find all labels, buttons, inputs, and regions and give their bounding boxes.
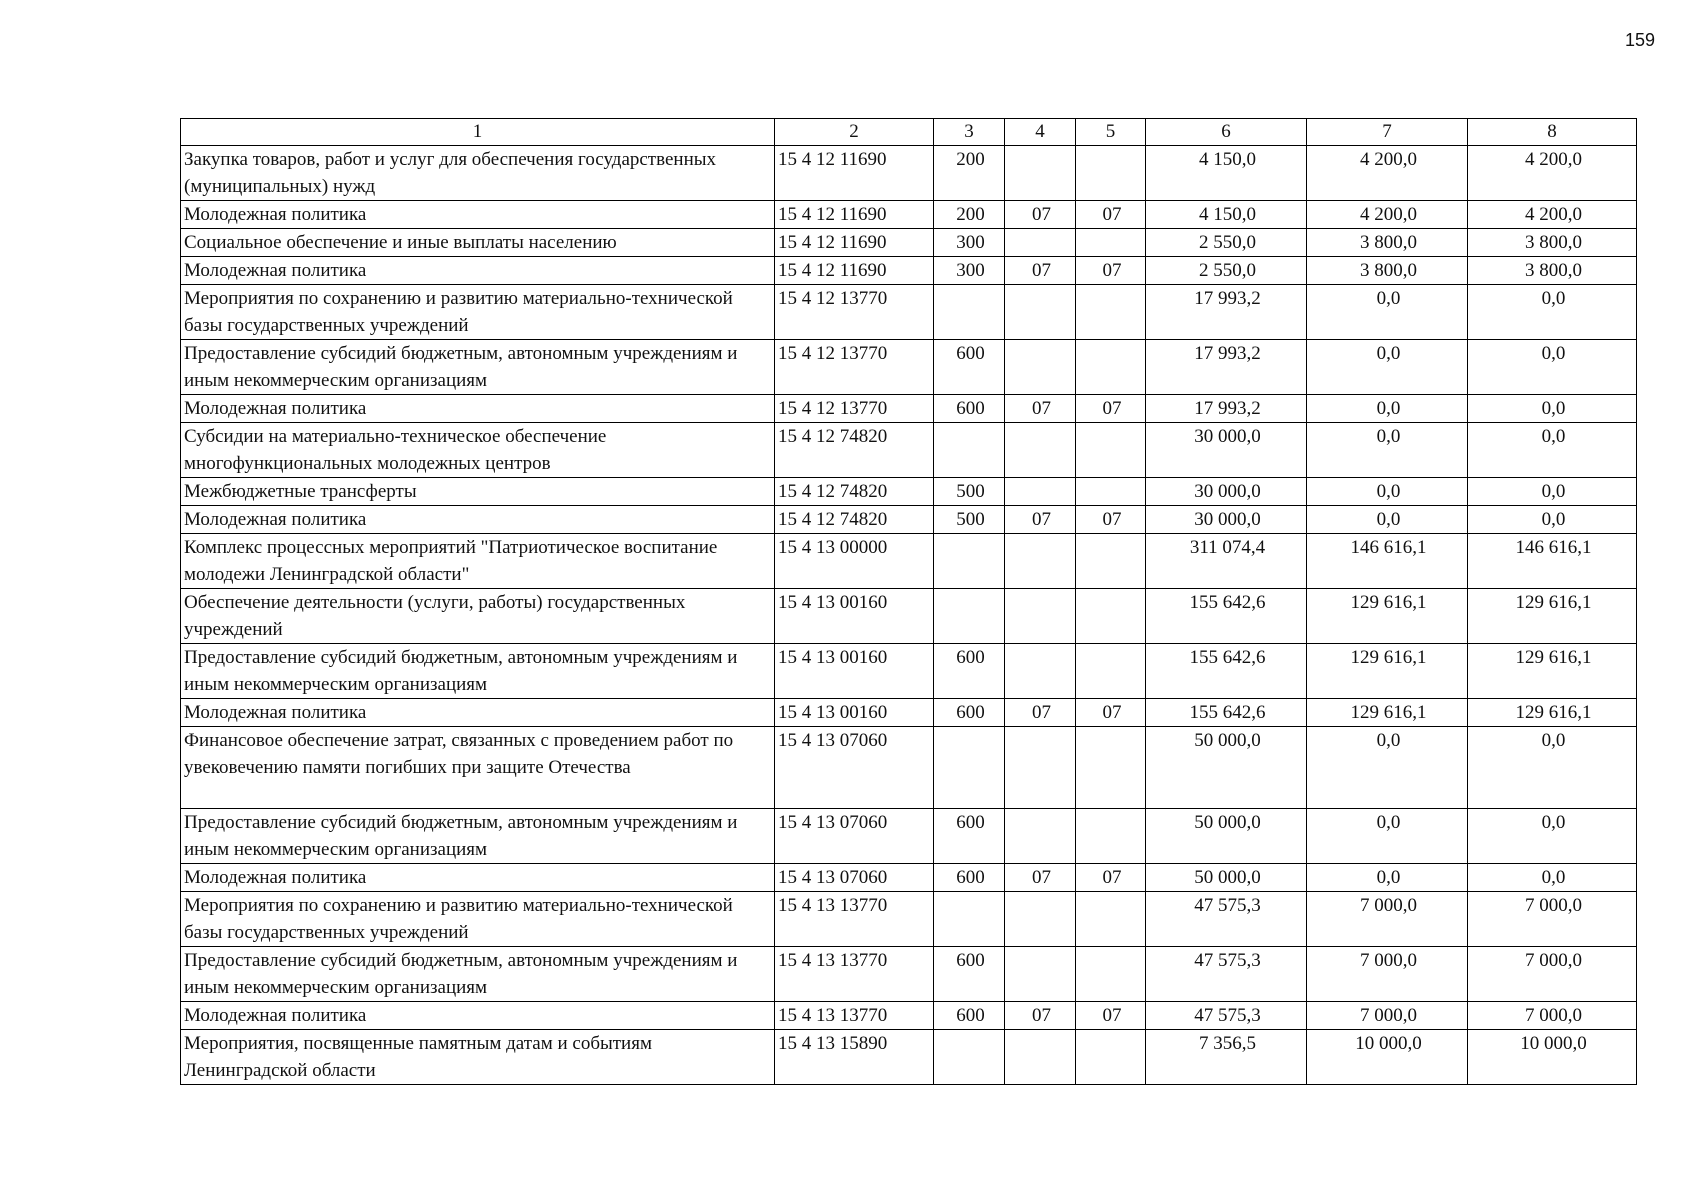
cell-col6: 2 550,0 [1146,257,1307,285]
header-cell: 3 [934,119,1005,146]
cell-col6: 17 993,2 [1146,285,1307,340]
cell-code: 15 4 12 13770 [775,395,934,423]
cell-col5: 07 [1076,395,1146,423]
cell-col8: 0,0 [1468,423,1637,478]
cell-col4: 07 [1005,699,1076,727]
cell-col5 [1076,340,1146,395]
cell-col7: 3 800,0 [1307,257,1468,285]
table-row [181,478,1637,506]
header-cell: 7 [1307,119,1468,146]
cell-name: Субсидии на материально-техническое обеспечение многофункциональных молодежных центров [181,423,775,478]
cell-name: Мероприятия по сохранению и развитию материально-технической базы государственных учреждений [181,892,775,947]
cell-code: 15 4 12 13770 [775,340,934,395]
header-row [181,119,1637,146]
cell-col5 [1076,423,1146,478]
table-row [181,809,1637,864]
cell-col6: 4 150,0 [1146,146,1307,201]
cell-col6: 50 000,0 [1146,864,1307,892]
cell-col7: 3 800,0 [1307,229,1468,257]
cell-code: 15 4 13 07060 [775,809,934,864]
cell-col6: 311 074,4 [1146,534,1307,589]
table-body [181,146,1637,1085]
table-row [181,534,1637,589]
cell-col8: 0,0 [1468,506,1637,534]
cell-code: 15 4 12 11690 [775,229,934,257]
header-cell: 6 [1146,119,1307,146]
cell-col4 [1005,534,1076,589]
header-cell: 5 [1076,119,1146,146]
cell-col5: 07 [1076,257,1146,285]
cell-name: Предоставление субсидий бюджетным, автономным учреждениям и иным некоммерческим организациям [181,644,775,699]
cell-col7: 0,0 [1307,395,1468,423]
cell-col5 [1076,644,1146,699]
cell-col6: 155 642,6 [1146,644,1307,699]
cell-col3 [934,727,1005,809]
cell-col5: 07 [1076,864,1146,892]
cell-col4 [1005,285,1076,340]
cell-name: Комплекс процессных мероприятий "Патриотическое воспитание молодежи Ленинградской области" [181,534,775,589]
cell-name: Предоставление субсидий бюджетным, автономным учреждениям и иным некоммерческим организациям [181,947,775,1002]
cell-col3: 600 [934,644,1005,699]
cell-col4 [1005,947,1076,1002]
cell-col6: 155 642,6 [1146,699,1307,727]
table-row [181,1030,1637,1085]
cell-col5: 07 [1076,201,1146,229]
cell-col4: 07 [1005,864,1076,892]
cell-col6: 47 575,3 [1146,1002,1307,1030]
table-row [181,864,1637,892]
cell-col6: 30 000,0 [1146,423,1307,478]
cell-col8: 129 616,1 [1468,699,1637,727]
cell-name: Молодежная политика [181,395,775,423]
cell-name: Предоставление субсидий бюджетным, автономным учреждениям и иным некоммерческим организациям [181,809,775,864]
cell-col7: 129 616,1 [1307,589,1468,644]
cell-col4: 07 [1005,257,1076,285]
header-cell: 1 [181,119,775,146]
cell-col8: 129 616,1 [1468,644,1637,699]
cell-col5: 07 [1076,506,1146,534]
cell-col5: 07 [1076,1002,1146,1030]
table-row [181,201,1637,229]
cell-col3: 600 [934,809,1005,864]
cell-col4 [1005,478,1076,506]
cell-code: 15 4 13 07060 [775,727,934,809]
cell-col8: 4 200,0 [1468,201,1637,229]
cell-col4 [1005,727,1076,809]
cell-col3: 500 [934,478,1005,506]
cell-code: 15 4 13 00160 [775,589,934,644]
cell-col5 [1076,1030,1146,1085]
cell-col8: 7 000,0 [1468,892,1637,947]
cell-col8: 7 000,0 [1468,1002,1637,1030]
cell-col4 [1005,146,1076,201]
cell-col7: 7 000,0 [1307,1002,1468,1030]
cell-name: Финансовое обеспечение затрат, связанных с проведением работ по увековечению памяти погибших при защите Отечества [181,727,775,809]
header-cell: 2 [775,119,934,146]
page-number: 159 [1624,30,1655,50]
cell-col5 [1076,947,1146,1002]
cell-col8: 3 800,0 [1468,257,1637,285]
cell-code: 15 4 13 13770 [775,892,934,947]
cell-col6: 155 642,6 [1146,589,1307,644]
cell-col7: 7 000,0 [1307,892,1468,947]
table-row [181,340,1637,395]
cell-name: Предоставление субсидий бюджетным, автономным учреждениям и иным некоммерческим организациям [181,340,775,395]
cell-col5 [1076,534,1146,589]
cell-col3: 600 [934,947,1005,1002]
cell-col3: 300 [934,257,1005,285]
cell-col8: 3 800,0 [1468,229,1637,257]
cell-col4 [1005,809,1076,864]
cell-code: 15 4 12 74820 [775,506,934,534]
cell-col4: 07 [1005,506,1076,534]
cell-col5: 07 [1076,699,1146,727]
cell-col7: 0,0 [1307,423,1468,478]
cell-col5 [1076,478,1146,506]
cell-col5 [1076,146,1146,201]
table-row [181,257,1637,285]
cell-name: Молодежная политика [181,699,775,727]
cell-name: Молодежная политика [181,1002,775,1030]
table-row [181,423,1637,478]
cell-col8: 0,0 [1468,395,1637,423]
table-row [181,892,1637,947]
cell-col3: 600 [934,864,1005,892]
cell-col8: 4 200,0 [1468,146,1637,201]
cell-col6: 50 000,0 [1146,809,1307,864]
cell-col6: 47 575,3 [1146,892,1307,947]
cell-col6: 17 993,2 [1146,395,1307,423]
table-row [181,395,1637,423]
cell-col3 [934,892,1005,947]
cell-code: 15 4 13 00160 [775,644,934,699]
cell-code: 15 4 12 74820 [775,478,934,506]
cell-col6: 7 356,5 [1146,1030,1307,1085]
cell-code: 15 4 13 07060 [775,864,934,892]
cell-col3 [934,285,1005,340]
cell-code: 15 4 12 11690 [775,146,934,201]
cell-col8: 0,0 [1468,809,1637,864]
table-row [181,699,1637,727]
cell-col8: 0,0 [1468,478,1637,506]
cell-col5 [1076,589,1146,644]
cell-col7: 7 000,0 [1307,947,1468,1002]
cell-col8: 0,0 [1468,285,1637,340]
cell-col3: 600 [934,340,1005,395]
cell-name: Молодежная политика [181,506,775,534]
cell-col8: 0,0 [1468,727,1637,809]
cell-col5 [1076,229,1146,257]
cell-name: Молодежная политика [181,257,775,285]
cell-col6: 2 550,0 [1146,229,1307,257]
cell-col7: 146 616,1 [1307,534,1468,589]
cell-col4 [1005,423,1076,478]
table-row [181,1002,1637,1030]
cell-name: Межбюджетные трансферты [181,478,775,506]
cell-code: 15 4 12 74820 [775,423,934,478]
cell-col5 [1076,809,1146,864]
cell-code: 15 4 13 13770 [775,1002,934,1030]
cell-col4 [1005,1030,1076,1085]
table-row [181,506,1637,534]
cell-col3: 500 [934,506,1005,534]
cell-col4 [1005,340,1076,395]
header-cell: 8 [1468,119,1637,146]
table-row [181,229,1637,257]
cell-col4: 07 [1005,395,1076,423]
cell-col7: 4 200,0 [1307,146,1468,201]
table-row [181,146,1637,201]
cell-col7: 4 200,0 [1307,201,1468,229]
cell-code: 15 4 13 13770 [775,947,934,1002]
cell-col3: 200 [934,201,1005,229]
cell-col6: 30 000,0 [1146,506,1307,534]
cell-col4 [1005,644,1076,699]
cell-col5 [1076,727,1146,809]
cell-col7: 0,0 [1307,727,1468,809]
table-row [181,947,1637,1002]
cell-col3: 600 [934,395,1005,423]
budget-table [180,118,1637,1085]
cell-name: Закупка товаров, работ и услуг для обеспечения государственных (муниципальных) нужд [181,146,775,201]
cell-col6: 47 575,3 [1146,947,1307,1002]
table-row [181,285,1637,340]
cell-col3: 600 [934,699,1005,727]
cell-col7: 0,0 [1307,506,1468,534]
cell-name: Молодежная политика [181,864,775,892]
cell-name: Мероприятия, посвященные памятным датам и событиям Ленинградской области [181,1030,775,1085]
cell-col8: 10 000,0 [1468,1030,1637,1085]
cell-col3: 300 [934,229,1005,257]
cell-col7: 0,0 [1307,864,1468,892]
cell-col8: 146 616,1 [1468,534,1637,589]
cell-col7: 0,0 [1307,478,1468,506]
cell-name: Обеспечение деятельности (услуги, работы) государственных учреждений [181,589,775,644]
header-cell: 4 [1005,119,1076,146]
cell-col8: 129 616,1 [1468,589,1637,644]
table-row [181,644,1637,699]
cell-col6: 30 000,0 [1146,478,1307,506]
cell-col4 [1005,589,1076,644]
cell-col4: 07 [1005,1002,1076,1030]
cell-col7: 0,0 [1307,809,1468,864]
cell-col8: 0,0 [1468,340,1637,395]
cell-col8: 7 000,0 [1468,947,1637,1002]
cell-col4 [1005,892,1076,947]
cell-code: 15 4 13 00000 [775,534,934,589]
cell-col3 [934,589,1005,644]
cell-col4: 07 [1005,201,1076,229]
cell-name: Социальное обеспечение и иные выплаты населению [181,229,775,257]
cell-code: 15 4 12 13770 [775,285,934,340]
table-row [181,589,1637,644]
cell-col3: 200 [934,146,1005,201]
cell-col6: 50 000,0 [1146,727,1307,809]
cell-col7: 10 000,0 [1307,1030,1468,1085]
cell-col5 [1076,892,1146,947]
cell-col7: 129 616,1 [1307,644,1468,699]
cell-col4 [1005,229,1076,257]
cell-col3: 600 [934,1002,1005,1030]
cell-col3 [934,423,1005,478]
cell-code: 15 4 12 11690 [775,201,934,229]
cell-name: Молодежная политика [181,201,775,229]
table-row [181,727,1637,809]
cell-col8: 0,0 [1468,864,1637,892]
cell-col6: 4 150,0 [1146,201,1307,229]
cell-col5 [1076,285,1146,340]
cell-col6: 17 993,2 [1146,340,1307,395]
cell-col7: 0,0 [1307,285,1468,340]
cell-code: 15 4 12 11690 [775,257,934,285]
cell-col7: 0,0 [1307,340,1468,395]
cell-col3 [934,1030,1005,1085]
cell-col7: 129 616,1 [1307,699,1468,727]
cell-code: 15 4 13 15890 [775,1030,934,1085]
cell-col3 [934,534,1005,589]
cell-code: 15 4 13 00160 [775,699,934,727]
cell-name: Мероприятия по сохранению и развитию материально-технической базы государственных учреждений [181,285,775,340]
